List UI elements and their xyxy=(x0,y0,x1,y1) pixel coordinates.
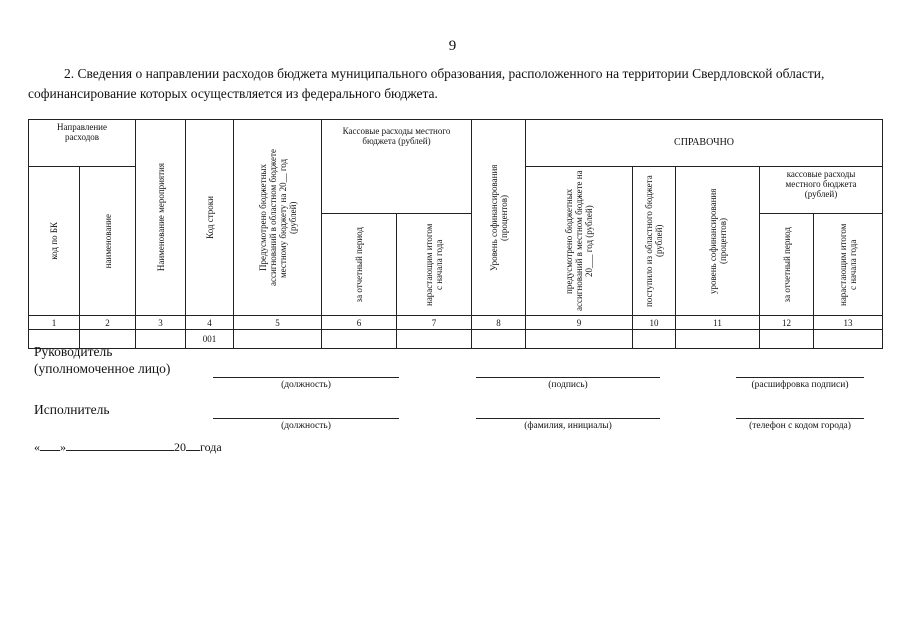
date-year-blank[interactable] xyxy=(186,438,200,451)
head-position-line[interactable] xyxy=(213,377,399,378)
header-ref-cash-cumulative: нарастающим итогом с начала года xyxy=(814,214,883,316)
head-position-caption: (должность) xyxy=(281,380,331,390)
header-ref-planned: предусмотрено бюджетных ассигнований в местном бюджете на 20___ год (рублей) xyxy=(526,167,633,316)
column-number: 1 xyxy=(29,316,80,330)
cell-planned[interactable] xyxy=(234,330,322,349)
header-cash-cumulative: нарастающим итогом с начала года xyxy=(397,214,472,316)
cell-ref-planned[interactable] xyxy=(526,330,633,349)
head-signature-caption: (подпись) xyxy=(548,380,588,390)
exec-name-line[interactable] xyxy=(476,418,660,419)
cell-cash-cumulative[interactable] xyxy=(397,330,472,349)
header-kbk-code: код по БК xyxy=(29,167,80,316)
column-number: 11 xyxy=(676,316,760,330)
column-number: 3 xyxy=(136,316,186,330)
head-decode-line[interactable] xyxy=(736,377,864,378)
cell-ref-cash-period[interactable] xyxy=(760,330,814,349)
section-heading: 2. Сведения о направлении расходов бюджета муниципального образования, расположенного на территории Свердловской области, софинансирование которых осуществляется из федерального бюджета. xyxy=(28,66,825,101)
table-row xyxy=(29,330,883,349)
header-ref-cofinancing: уровень софинансирования (процентов) xyxy=(676,167,760,316)
header-direction-name: наименование xyxy=(80,167,136,316)
exec-position-caption: (должность) xyxy=(281,421,331,431)
column-number: 8 xyxy=(472,316,526,330)
date-year-suffix: года xyxy=(200,440,222,454)
column-number: 5 xyxy=(234,316,322,330)
cell-cash-period[interactable] xyxy=(322,330,397,349)
column-number: 9 xyxy=(526,316,633,330)
expenses-table xyxy=(28,119,883,349)
header-reference-group: СПРАВОЧНО xyxy=(526,120,883,167)
column-number-row xyxy=(29,316,883,330)
header-cofinancing-level: Уровень софинансирования (процентов) xyxy=(472,120,526,316)
cell-ref-cofinancing[interactable] xyxy=(676,330,760,349)
date-line xyxy=(34,438,222,455)
header-cash-period: за отчетный период xyxy=(322,214,397,316)
header-direction-group: Направление расходов xyxy=(29,120,136,167)
exec-phone-caption: (телефон с кодом города) xyxy=(749,421,851,431)
head-label-authorized: (уполномоченное лицо) xyxy=(34,361,171,376)
header-event-name: Наименование мероприятия xyxy=(136,120,186,316)
header-cash-expenses-group: Кассовые расходы местного бюджета (рублей) xyxy=(322,120,472,214)
date-close-quote: » xyxy=(60,440,66,454)
exec-phone-line[interactable] xyxy=(736,418,864,419)
date-month-blank[interactable] xyxy=(66,438,174,451)
header-planned-allocations: Предусмотрено бюджетных ассигнований в областном бюджете местному бюджету на 20__ год (рублей) xyxy=(234,120,322,316)
cell-event-name[interactable] xyxy=(136,330,186,349)
header-ref-received: поступило из областного бюджета (рублей) xyxy=(633,167,676,316)
head-label: Руководитель xyxy=(34,344,113,359)
cell-line-code: 001 xyxy=(186,330,234,349)
column-number: 12 xyxy=(760,316,814,330)
head-signature-line[interactable] xyxy=(476,377,660,378)
exec-position-line[interactable] xyxy=(213,418,399,419)
page-number: 9 xyxy=(448,38,457,54)
date-open-quote: « xyxy=(34,440,40,454)
date-year-prefix: 20 xyxy=(174,440,186,454)
header-ref-cash-period: за отчетный период xyxy=(760,214,814,316)
exec-name-caption: (фамилия, инициалы) xyxy=(524,421,612,431)
header-ref-cash-group: кассовые расходы местного бюджета (рублей) xyxy=(760,167,883,214)
head-decode-caption: (расшифровка подписи) xyxy=(751,380,849,390)
cell-cofinancing[interactable] xyxy=(472,330,526,349)
header-line-code: Код строки xyxy=(186,120,234,316)
column-number: 6 xyxy=(322,316,397,330)
column-number: 4 xyxy=(186,316,234,330)
column-number: 2 xyxy=(80,316,136,330)
cell-ref-cash-cumulative[interactable] xyxy=(814,330,883,349)
column-number: 13 xyxy=(814,316,883,330)
executor-label: Исполнитель xyxy=(34,402,110,417)
column-number: 10 xyxy=(633,316,676,330)
cell-ref-received[interactable] xyxy=(633,330,676,349)
date-day-blank[interactable] xyxy=(40,438,60,451)
column-number: 7 xyxy=(397,316,472,330)
